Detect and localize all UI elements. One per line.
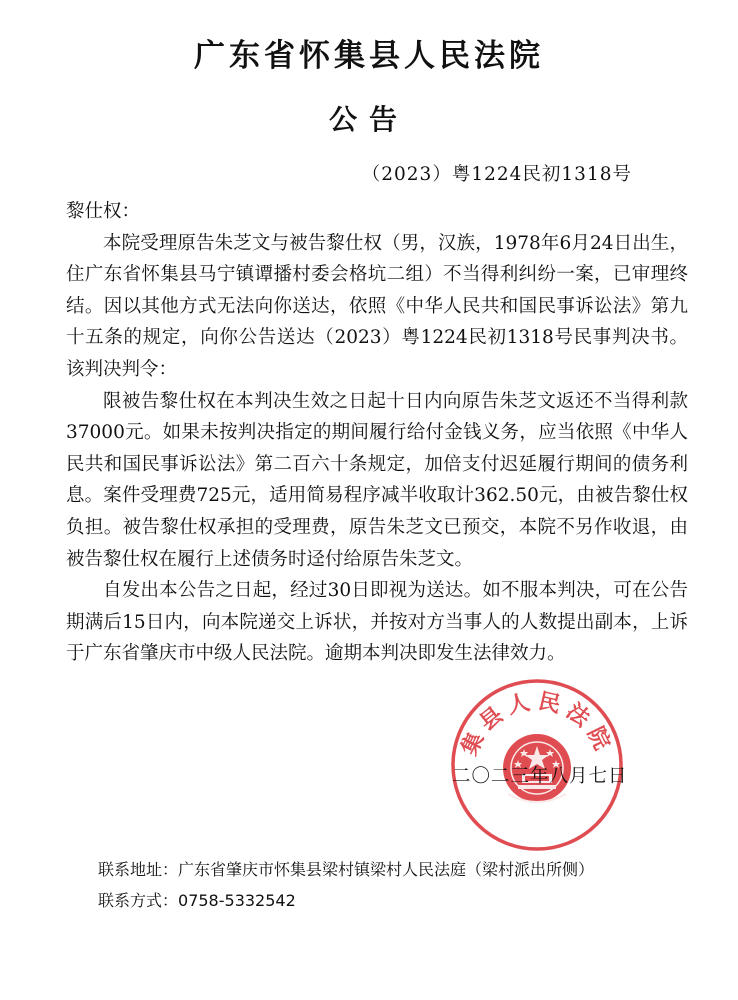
- contact-block: [98, 854, 658, 916]
- notice-body: [66, 196, 688, 670]
- seal-text: 集县人民法院: [457, 688, 617, 760]
- notice-title: 公告: [328, 103, 409, 136]
- paragraph-service: 自发出本公告之日起，经过30日即视为送达。如不服本判决，可在公告期满后15日内，向本院递交上诉状，并按对方当事人的人数提出副本，上诉于广东省肇庆市中级人民法院。逾期本判决即发生法律效力。: [66, 580, 688, 665]
- addressee: 黎仕权：: [66, 201, 141, 222]
- phone-value: 0758-5332542: [178, 891, 296, 910]
- phone-label: 联系方式：: [98, 891, 179, 910]
- signature-date: 二〇二三年八月七日: [452, 766, 628, 787]
- paragraph-judgment: 限被告黎仕权在本判决生效之日起十日内向原告朱芝文返还不当得利款37000元。如果未按判决指定的期间履行给付金钱义务，应当依照《中华人民共和国民事诉讼法》第二百六十条规定，加倍支付迟延履行期间的债务利息。案件受理费725元，适用简易程序减半收取计362.50元，由被告黎仕权负担。被告黎仕权承担的受理费，原告朱芝文已预交，本院不另作收退，由被告黎仕权在履行上述债务时迳付给原告朱芝文。: [66, 390, 688, 570]
- address-label: 联系地址：: [98, 860, 179, 879]
- contact-phone-line: [98, 885, 658, 916]
- court-name: 广东省怀集县人民法院: [194, 38, 544, 74]
- contact-address-line: [98, 854, 658, 885]
- case-number: （2023）粤1224民初1318号: [361, 164, 632, 185]
- paragraph-acceptance: 本院受理原告朱芝文与被告黎仕权（男，汉族，1978年6月24日出生，住广东省怀集县马宁镇谭播村委会格坑二组）不当得利纠纷一案，已审理终结。因以其他方式无法向你送达，依照《中华人民共和国民事诉讼法》第九十五条的规定，向你公告送达（2023）粤1224民初1318号民事判决书。该判决判令：: [66, 232, 688, 380]
- address-value: 广东省肇庆市怀集县梁村镇梁村人民法庭（梁村派出所侧）: [178, 860, 595, 879]
